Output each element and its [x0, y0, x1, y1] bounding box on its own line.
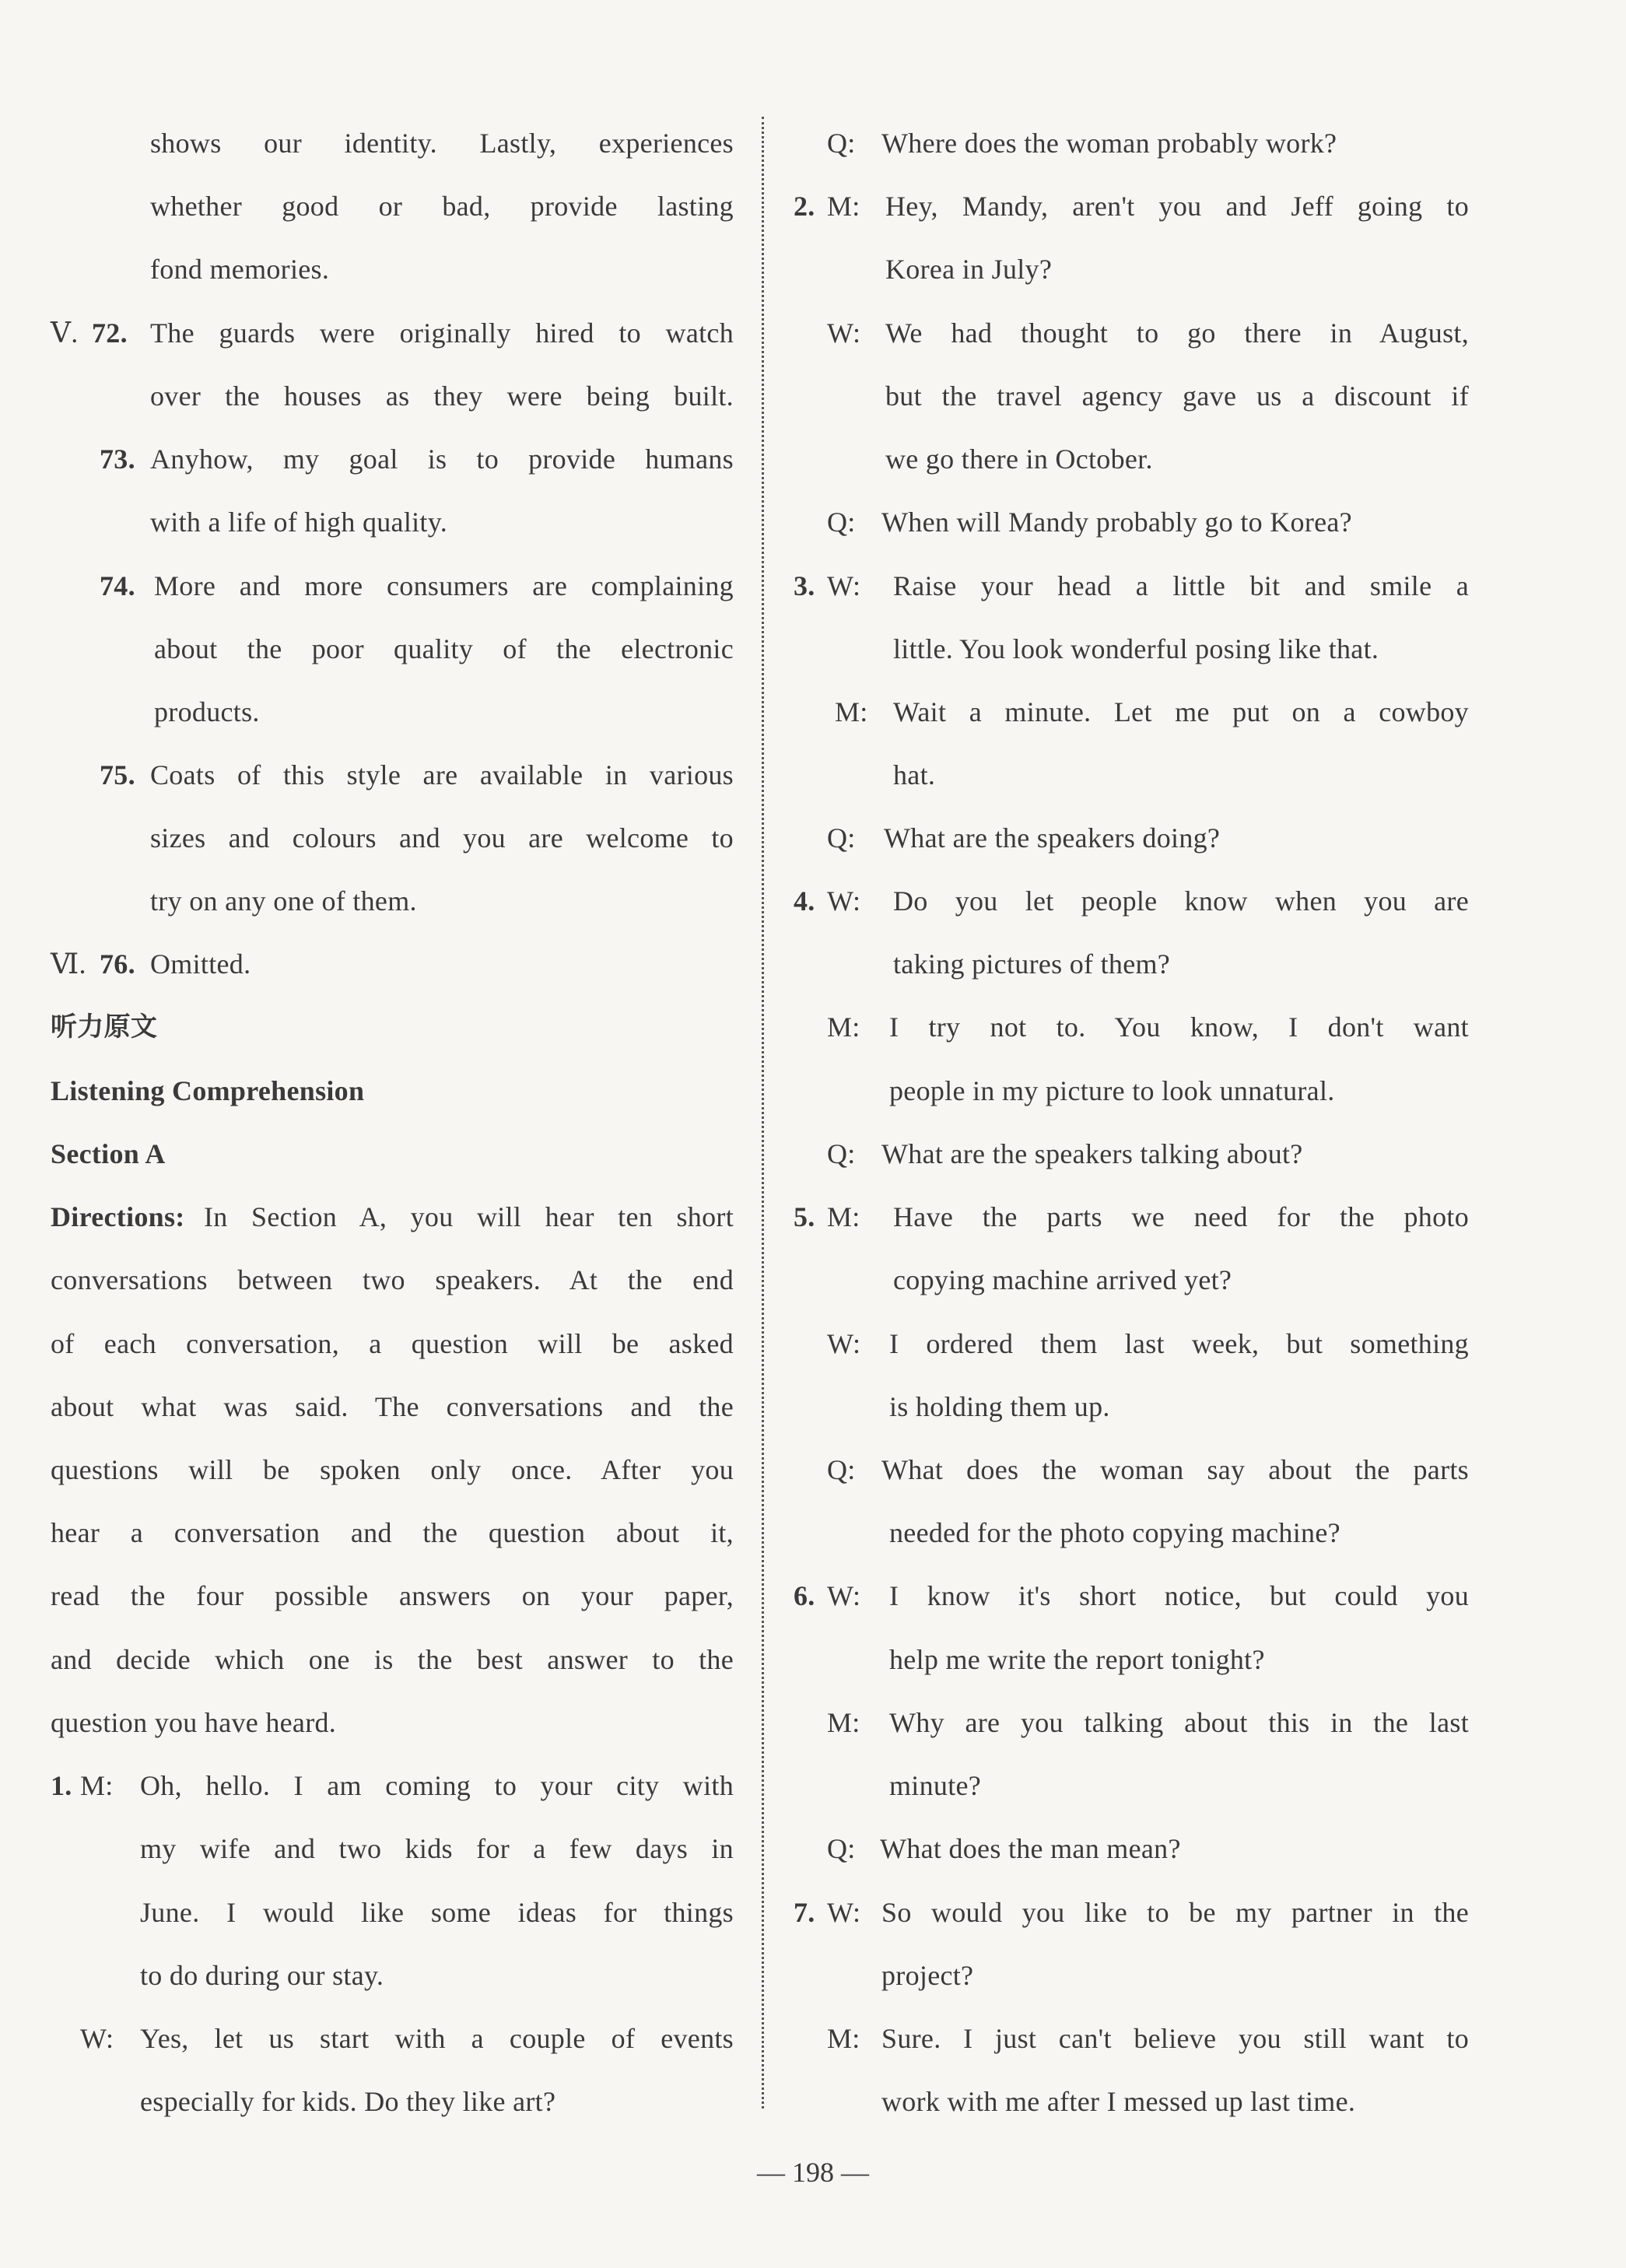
conversation-number-3: 3. [794, 570, 815, 601]
dialogue-line: copying machine arrived yet? [893, 1264, 1232, 1295]
answer-76-line: Omitted. [150, 948, 251, 980]
dialogue-line: Sure. I just can't believe you still want to [881, 2023, 1469, 2054]
answer-72-line: The guards were originally hired to watch [150, 317, 734, 349]
speaker-label: Q: [827, 822, 856, 854]
answer-75-line: sizes and colours and you are welcome to [150, 822, 734, 854]
conversation-number-5: 5. [794, 1201, 815, 1232]
dialogue-line: but the travel agency gave us a discount if [885, 380, 1469, 412]
dialogue-line: needed for the photo copying machine? [889, 1517, 1340, 1548]
heading-listening-comprehension: Listening Comprehension [51, 1075, 365, 1106]
speaker-label: M: [827, 1707, 860, 1738]
dialogue-line: to do during our stay. [140, 1960, 384, 1991]
answer-number-72: 72. [92, 317, 128, 349]
dialogue-line: Yes, let us start with a couple of events [140, 2023, 734, 2054]
page-number: — 198 — [757, 2157, 869, 2188]
dialogue-line: we go there in October. [885, 443, 1153, 475]
dialogue-line: When will Mandy probably go to Korea? [881, 507, 1352, 538]
speaker-label: Q: [827, 507, 856, 538]
dialogue-line: my wife and two kids for a few days in [140, 1833, 734, 1864]
text-line: fond memories. [150, 254, 330, 285]
answer-number-73: 73. [100, 443, 135, 475]
dialogue-line: work with me after I messed up last time. [881, 2086, 1356, 2117]
dialogue-line: Wait a minute. Let me put on a cowboy [893, 696, 1469, 727]
directions-line: hear a conversation and the question about it, [51, 1517, 734, 1548]
conversation-number-7: 7. [794, 1897, 815, 1928]
speaker-label: M: [827, 191, 860, 222]
dialogue-line: We had thought to go there in August, [885, 317, 1469, 349]
speaker-label: W: [827, 570, 861, 601]
speaker-label: M: [835, 696, 868, 727]
answer-75-line: Coats of this style are available in various [150, 759, 734, 790]
dialogue-line: Oh, hello. I am coming to your city with [140, 1770, 734, 1801]
dialogue-line: people in my picture to look unnatural. [889, 1075, 1335, 1106]
answer-74-line: about the poor quality of the electronic [154, 633, 734, 664]
directions-label: Directions: [51, 1201, 185, 1232]
speaker-label: Q: [827, 1138, 856, 1169]
speaker-label: W: [827, 885, 861, 917]
text-line: shows our identity. Lastly, experiences [150, 128, 734, 159]
dialogue-line: help me write the report tonight? [889, 1644, 1265, 1675]
directions-line: question you have heard. [51, 1707, 337, 1738]
dialogue-line: Have the parts we need for the photo [893, 1201, 1469, 1232]
speaker-label: M: [827, 1011, 860, 1043]
dialogue-line: What are the speakers doing? [884, 822, 1221, 854]
answer-74-line: products. [154, 696, 260, 727]
dialogue-line: Do you let people know when you are [893, 885, 1469, 917]
dialogue-line: Korea in July? [885, 254, 1053, 285]
dialogue-line: hat. [893, 759, 936, 790]
directions-line: about what was said. The conversations and the [51, 1391, 734, 1422]
directions-line: questions will be spoken only once. After you [51, 1454, 734, 1485]
speaker-label: W: [827, 317, 861, 349]
speaker-label: W: [80, 2023, 114, 2054]
dialogue-line: What are the speakers talking about? [881, 1138, 1303, 1169]
dialogue-line: What does the woman say about the parts [881, 1454, 1469, 1485]
column-divider [762, 117, 764, 2109]
directions-line: conversations between two speakers. At the end [51, 1264, 734, 1295]
dialogue-line: I know it's short notice, but could you [889, 1580, 1469, 1611]
text-line: whether good or bad, provide lasting [150, 191, 734, 222]
speaker-label: M: [827, 1201, 860, 1232]
conversation-number-4: 4. [794, 885, 815, 917]
answer-74-line: More and more consumers are complaining [154, 570, 734, 601]
speaker-label: M: [827, 2023, 860, 2054]
directions-line: of each conversation, a question will be asked [51, 1328, 734, 1359]
answer-73-line: Anyhow, my goal is to provide humans [150, 443, 734, 475]
conversation-number-6: 6. [794, 1580, 815, 1611]
dialogue-line: Raise your head a little bit and smile a [893, 570, 1469, 601]
dialogue-line: is holding them up. [889, 1391, 1110, 1422]
dialogue-line: little. You look wonderful posing like that. [893, 633, 1379, 664]
heading-section-a: Section A [51, 1138, 166, 1169]
speaker-label: W: [827, 1580, 861, 1611]
dialogue-line: What does the man mean? [880, 1833, 1181, 1864]
speaker-label: Q: [827, 1454, 856, 1485]
answer-number-76: 76. [100, 948, 135, 980]
answer-number-75: 75. [100, 759, 135, 790]
answer-number-74: 74. [100, 570, 135, 601]
speaker-label: Q: [827, 1833, 856, 1864]
speaker-label: W: [827, 1328, 861, 1359]
dialogue-line: project? [881, 1960, 974, 1991]
conversation-number-2: 2. [794, 191, 815, 222]
answer-72-line: over the houses as they were being built. [150, 380, 734, 412]
dialogue-line: Hey, Mandy, aren't you and Jeff going to [885, 191, 1469, 222]
dialogue-line: Why are you talking about this in the last [889, 1707, 1469, 1738]
answer-75-line: try on any one of them. [150, 885, 417, 917]
dialogue-line: Where does the woman probably work? [881, 128, 1337, 159]
dialogue-line: So would you like to be my partner in the [881, 1897, 1469, 1928]
heading-listening-transcript: 听力原文 [51, 1011, 158, 1043]
section-roman-6: Ⅵ. [51, 948, 86, 980]
speaker-label: M: [80, 1770, 114, 1801]
dialogue-line: minute? [889, 1770, 982, 1801]
dialogue-line: I ordered them last week, but something [889, 1328, 1469, 1359]
dialogue-line: I try not to. You know, I don't want [889, 1011, 1469, 1043]
directions-line: In Section A, you will hear ten short [204, 1201, 734, 1232]
section-roman-5: Ⅴ. [51, 317, 79, 349]
directions-line: read the four possible answers on your paper, [51, 1580, 734, 1611]
dialogue-line: taking pictures of them? [893, 948, 1171, 980]
speaker-label: W: [827, 1897, 861, 1928]
answer-73-line: with a life of high quality. [150, 507, 447, 538]
dialogue-line: June. I would like some ideas for things [140, 1897, 734, 1928]
conversation-number-1: 1. [51, 1770, 72, 1801]
dialogue-line: especially for kids. Do they like art? [140, 2086, 556, 2117]
directions-line: and decide which one is the best answer to the [51, 1644, 734, 1675]
speaker-label: Q: [827, 128, 856, 159]
